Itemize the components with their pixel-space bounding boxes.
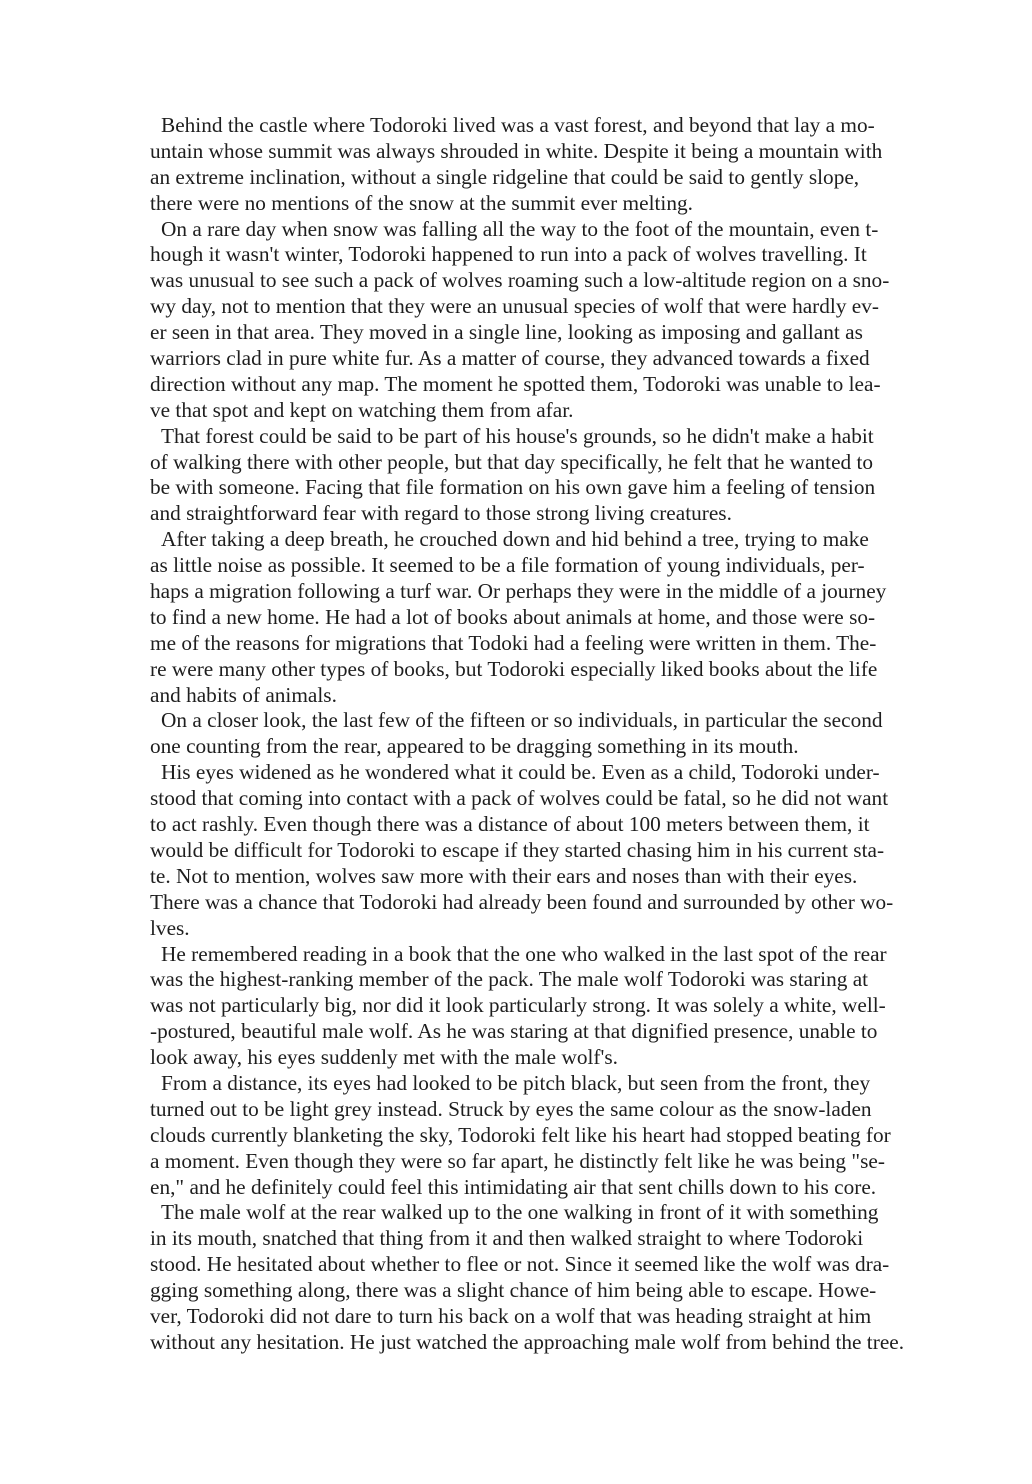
text-line: an extreme inclination, without a single ridgeline that could be said to gently slope, xyxy=(150,164,860,189)
text-line: in its mouth, snatched that thing from it and then walked straight to where Todoroki xyxy=(150,1226,864,1251)
text-line: haps a migration following a turf war. Or perhaps they were in the middle of a journey xyxy=(150,579,887,604)
text-line: without any hesitation. He just watched the approaching male wolf from behind the tree. xyxy=(150,1329,905,1354)
text-line: one counting from the rear, appeared to be dragging something in its mouth. xyxy=(150,734,799,759)
text-line: That forest could be said to be part of his house's grounds, so he didn't make a habit xyxy=(161,423,874,448)
text-line: There was a chance that Todoroki had already been found and surrounded by other wo- xyxy=(150,889,894,914)
text-line: The male wolf at the rear walked up to the one walking in front of it with something xyxy=(161,1200,879,1225)
text-line: was not particularly big, nor did it look particularly strong. It was solely a white, well- xyxy=(150,993,886,1018)
paragraph xyxy=(150,942,974,1071)
text-line: was the highest-ranking member of the pack. The male wolf Todoroki was staring at xyxy=(150,967,869,992)
paragraph xyxy=(150,708,974,760)
paragraph xyxy=(150,527,974,708)
text-line: and straightforward fear with regard to those strong living creatures. xyxy=(150,501,732,526)
text-line: ver, Todoroki did not dare to turn his back on a wolf that was heading straight at him xyxy=(150,1303,872,1328)
text-line: clouds currently blanketing the sky, Todoroki felt like his heart had stopped beating for xyxy=(150,1122,891,1147)
text-line: lves. xyxy=(150,915,190,940)
text-line: te. Not to mention, wolves saw more with their ears and noses than with their eyes. xyxy=(150,863,858,888)
paragraph xyxy=(150,113,974,217)
text-line: On a closer look, the last few of the fifteen or so individuals, in particular the second xyxy=(161,708,883,733)
paragraph xyxy=(150,760,974,941)
text-line: After taking a deep breath, he crouched down and hid behind a tree, trying to make xyxy=(161,527,869,552)
text-line: gging something along, there was a slight chance of him being able to escape. Howe- xyxy=(150,1278,877,1303)
text-line: and habits of animals. xyxy=(150,682,337,707)
text-line: was unusual to see such a pack of wolves roaming such a low-altitude region on a sno- xyxy=(150,268,890,293)
text-line: untain whose summit was always shrouded in white. Despite it being a mountain with xyxy=(150,138,883,163)
paragraph xyxy=(150,217,974,424)
text-line: Behind the castle where Todoroki lived was a vast forest, and beyond that lay a mo- xyxy=(161,113,875,137)
text-line: would be difficult for Todoroki to escape if they started chasing him in his current sta- xyxy=(150,837,885,862)
text-line: re were many other types of books, but Todoroki especially liked books about the life xyxy=(150,656,878,681)
text-line: to act rashly. Even though there was a distance of about 100 meters between them, it xyxy=(150,812,870,837)
text-line: direction without any map. The moment he spotted them, Todoroki was unable to lea- xyxy=(150,371,881,396)
text-line: warriors clad in pure white fur. As a matter of course, they advanced towards a fixed xyxy=(150,346,870,371)
text-line: be with someone. Facing that file formation on his own gave him a feeling of tension xyxy=(150,475,876,500)
text-line: there were no mentions of the snow at the summit ever melting. xyxy=(150,190,693,215)
text-line: en," and he definitely could feel this intimidating air that sent chills down to his core. xyxy=(150,1174,877,1199)
text-line: hough it wasn't winter, Todoroki happened to run into a pack of wolves travelling. It xyxy=(150,242,867,267)
text-line: From a distance, its eyes had looked to be pitch black, but seen from the front, they xyxy=(161,1070,871,1095)
text-line: as little noise as possible. It seemed to be a file formation of young individuals, per- xyxy=(150,553,865,578)
paragraph xyxy=(150,424,974,528)
text-line: stood that coming into contact with a pack of wolves could be fatal, so he did not want xyxy=(150,786,889,811)
text-line: of walking there with other people, but that day specifically, he felt that he wanted to xyxy=(150,449,874,474)
text-line: His eyes widened as he wondered what it could be. Even as a child, Todoroki under- xyxy=(161,760,880,785)
text-line: look away, his eyes suddenly met with the male wolf's. xyxy=(150,1045,618,1070)
page-body-text xyxy=(150,113,974,1356)
text-line: to find a new home. He had a lot of books about animals at home, and those were so- xyxy=(150,604,876,629)
text-line: a moment. Even though they were so far apart, he distinctly felt like he was being "se- xyxy=(150,1148,885,1173)
paragraph xyxy=(150,1071,974,1200)
text-line: On a rare day when snow was falling all the way to the foot of the mountain, even t- xyxy=(161,216,879,241)
text-line: er seen in that area. They moved in a single line, looking as imposing and gallant as xyxy=(150,320,863,345)
text-line: stood. He hesitated about whether to flee or not. Since it seemed like the wolf was dra- xyxy=(150,1252,890,1277)
text-line: -postured, beautiful male wolf. As he was staring at that dignified presence, unable to xyxy=(150,1019,878,1044)
text-line: He remembered reading in a book that the one who walked in the last spot of the rear xyxy=(161,941,887,966)
text-line: me of the reasons for migrations that Todoki had a feeling were written in them. The- xyxy=(150,630,877,655)
text-line: ve that spot and kept on watching them from afar. xyxy=(150,397,574,422)
paragraph xyxy=(150,1200,974,1355)
text-line: turned out to be light grey instead. Struck by eyes the same colour as the snow-laden xyxy=(150,1096,872,1121)
text-line: wy day, not to mention that they were an unusual species of wolf that were hardly ev- xyxy=(150,294,880,319)
